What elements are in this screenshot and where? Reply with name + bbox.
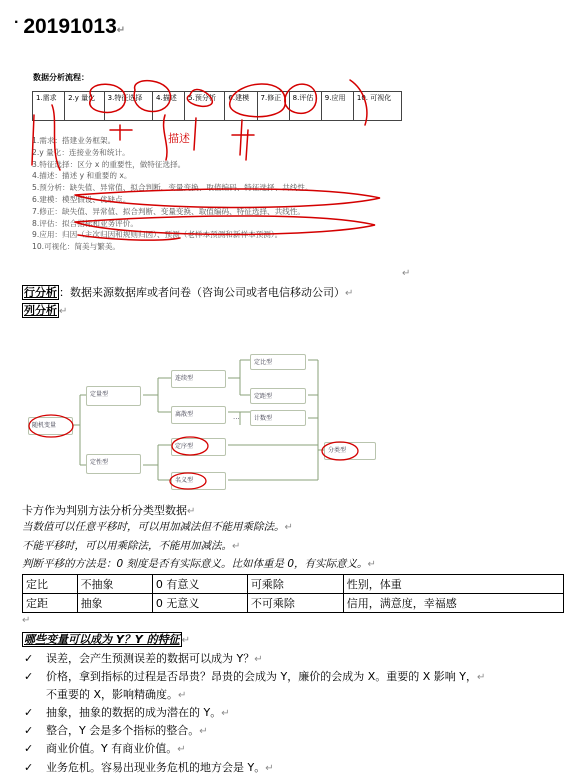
pilcrow: ↵ [221,708,230,719]
list-item-text: 业务危机。容易出现业务危机的地方会是 Y。 [46,761,266,774]
italic-line-3 [22,556,376,573]
label-ordinal: 定序型 [175,443,194,450]
flow-step-10: 10. 可视化 [353,92,401,121]
label-count: 计数型 [254,415,273,422]
table-cell: 0 无意义 [152,594,247,613]
list-item-text: 价格，拿到指标的过程是否昂贵？昂贵的会成为 Y，廉价的会成为 X。重要的 X 影响 Y， [46,670,477,683]
check-icon: ✓ [24,706,34,719]
flow-step-2: 2.y 量化 [65,92,105,121]
check-icon: ✓ [24,670,34,683]
italic-text-1: 当数值可以任意平移时，可以用加减法但不能用乘除法。 [22,521,285,533]
flow-line-4: 4.描述：描述 y 和重要的 x。 [32,171,132,181]
pilcrow: ↵ [367,559,376,570]
flow-line-6: 6.建模：模型假设、优缺点。 [32,194,131,204]
stroke-model [232,120,254,160]
y-heading: 哪些变量可以成为 Y？Y 的特征 [24,633,180,646]
list-item [24,759,274,777]
circle-describe [187,90,212,107]
ellipse-line5 [75,189,380,207]
italic-text-2: 不能平移时，可以用乘除法，不能用加减法。 [22,540,232,552]
handwriting-annotations [20,60,420,280]
flow-line-8: 8.评估：拟合指标和业务评价。 [32,218,138,228]
table-cell: 0 有意义 [152,575,247,594]
flow-line-1: 1.需求：搭建业务框架。 [32,136,116,145]
stroke-left2 [52,105,60,170]
list-item-text: 抽象，抽象的数据的成为潜在的 Y。 [46,706,222,719]
list-item-continuation [46,686,186,704]
pilcrow: ↵ [402,268,411,279]
flow-line-9: 9.应用：归因（主次归因和规则归因）、预测（老样本预测和新样本预测）。 [32,230,283,240]
pilcrow: ↵ [177,744,186,755]
table-cell: 可乘除 [247,575,343,594]
table-row [23,594,564,613]
pilcrow: ↵ [254,654,263,665]
italic-text-3: 判断平移的方法是：0 刻度是否有实际意义。比如体重是 0，有实际意义。 [22,558,368,570]
pilcrow: ↵ [181,635,190,646]
list-item-text: 商业价值。Y 有商业价值。 [46,742,178,755]
check-icon: ✓ [24,652,34,665]
italic-line-1 [22,519,293,536]
italic-line-2 [22,538,240,555]
list-item [24,668,485,686]
row-analysis-line [22,285,353,302]
scale-comparison-table [22,574,564,613]
underline-line7 [78,235,180,240]
label-qualitative: 定性型 [90,459,109,466]
pilcrow: ↵ [22,615,31,626]
flow-line-2: 2.y 量化：连接业务和统计。 [32,147,130,157]
diagram-handwriting [28,350,388,495]
variable-type-diagram [28,350,388,495]
ellipse-line7 [75,216,375,234]
pilcrow: ↵ [187,506,196,517]
flow-line-3: 3.特征选择：区分 x 的重要性，做特征选择。 [32,159,186,169]
list-item-text: 误差，会产生预测误差的数据可以成为 Y？ [46,652,255,665]
pilcrow: ↵ [232,541,241,552]
diagram-ellipsis: ... [233,413,240,421]
label-random-var: 随机变量 [32,422,57,429]
circle-model [230,84,286,117]
cross-mark [110,125,132,140]
list-item [24,740,186,758]
check-icon: ✓ [24,761,34,774]
table-cell: 不可乘除 [247,594,343,613]
row-analysis-text: ：数据来源数据库或者问卷（咨询公司或者电信移动公司） [59,286,345,299]
col-analysis-line [22,303,67,320]
table-cell: 性别，体重 [343,575,563,594]
handwritten-describe: 描述 [168,132,190,145]
pilcrow: ↵ [265,763,274,774]
stroke-left [32,115,34,165]
list-item-continuation-text: 不重要的 X，影响精确度。 [46,688,179,701]
list-item [24,722,208,740]
row-analysis-heading: 行分析 [24,286,57,299]
stroke-desc [194,118,196,150]
flow-step-9: 9.应用 [321,92,353,121]
check-icon: ✓ [24,742,34,755]
pilcrow: ↵ [345,288,354,299]
col-analysis-heading: 列分析 [24,304,57,317]
flow-heading: 数据分析流程： [33,73,89,82]
flow-step-7: 7.修正 [257,92,289,121]
label-quantitative: 定量型 [90,391,109,398]
table-row [23,575,564,594]
label-discrete: 离散型 [175,411,194,418]
title-text: 20191013 [23,15,117,38]
page-title [14,10,125,44]
table-cell: 抽象 [77,594,152,613]
label-interval: 定距型 [254,393,273,400]
flow-step-1: 1.需求 [33,92,65,121]
table-cell: 定距 [23,594,78,613]
chi-square-line [22,503,195,520]
flow-step-3: 3.特征选择 [104,92,152,121]
pilcrow: ↵ [284,522,293,533]
pilcrow: ↵ [477,672,486,683]
stroke-right [350,80,367,125]
circle-yquant [90,84,126,112]
flow-line-10: 10.可视化：简美与繁美。 [32,242,121,252]
list-item-text: 整合，Y 会是多个指标的整合。 [46,724,200,737]
y-heading-line [22,632,190,649]
chi-square-text: 卡方作为判别方法分析分类型数据 [22,504,187,517]
flow-step-4: 4.描述 [153,92,185,121]
table-cell: 信用，满意度，幸福感 [343,594,563,613]
circle-feature [134,81,170,112]
pilcrow: ↵ [199,726,208,737]
label-ratio: 定比型 [254,359,273,366]
flow-step-5: 5.预分析 [185,92,225,121]
circle-fix [285,84,317,113]
pilcrow: ↵ [116,25,126,36]
label-nominal: 名义型 [175,477,194,484]
flow-step-8: 8.评估 [289,92,321,121]
label-continuous: 连续型 [175,375,194,382]
flow-line-7: 7.修正：缺失值、异常值、拟合判断、变量变换、取值编码、特征选择、共线性。 [32,206,306,216]
bullet-dot: · [14,14,20,31]
flow-step-6: 6.建模 [225,92,257,121]
list-item [24,650,263,668]
table-cell: 不抽象 [77,575,152,594]
list-item [24,704,230,722]
label-categorical: 分类型 [328,447,347,454]
table-cell: 定比 [23,575,78,594]
check-icon: ✓ [24,724,34,737]
pilcrow: ↵ [59,306,68,317]
stroke-mid [164,115,167,160]
flow-line-5: 5.预分析：缺失值、异常值、拟合判断、变量变换、取值编码、特征选择、共线性。 [32,183,313,193]
pilcrow: ↵ [178,690,187,701]
